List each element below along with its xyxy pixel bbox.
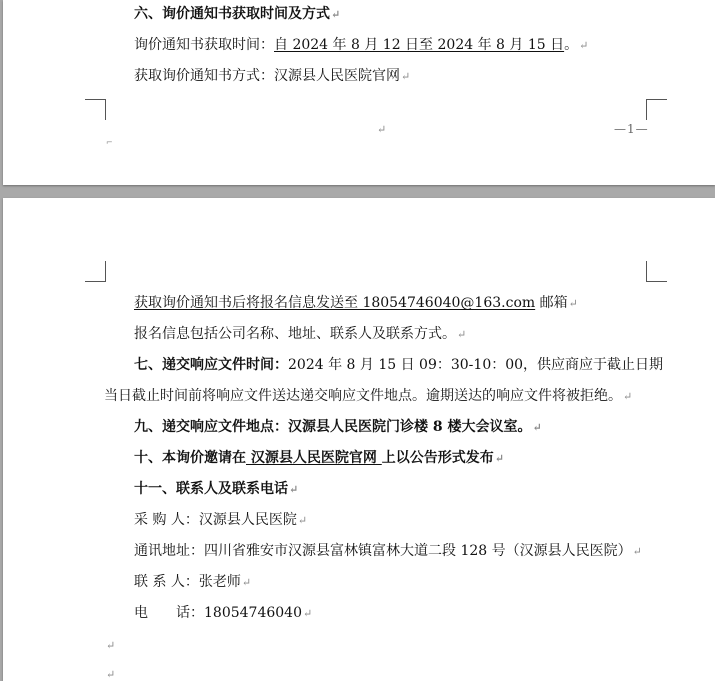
section-7-line: 七、递交响应文件时间：2024 年 8 月 15 日 09：30-10：00，供应商应于截止日期	[134, 357, 664, 373]
crop-mark-top-left	[85, 261, 106, 282]
info-contents-line: 报名信息包括公司名称、地址、联系人及联系方式。↵	[134, 326, 467, 342]
address-line: 通讯地址：四川省雅安市汉源县富林镇富林大道二段 128 号（汉源县人民医院）↵	[134, 543, 642, 559]
crop-mark-top-right	[646, 261, 667, 282]
acquire-method-line: 获取询价通知书方式：汉源县人民医院官网↵	[134, 68, 411, 84]
acquire-time-value: 自 2024 年 8 月 12 日至 2024 年 8 月 15 日	[274, 37, 565, 53]
paragraph-mark: ↵	[377, 123, 387, 136]
section-11-heading: 十一、联系人及联系电话↵	[134, 481, 299, 497]
section-7-continuation: 当日截止时间前将响应文件送达递交响应文件地点。逾期送达的响应文件将被拒绝。↵	[104, 388, 633, 404]
document-page-2	[3, 198, 715, 681]
paragraph-mark-small: ⌐	[106, 138, 113, 147]
section-6-heading: 六、询价通知书获取时间及方式↵	[134, 6, 341, 22]
document-page-1	[3, 0, 715, 185]
paragraph-mark: ↵	[106, 668, 116, 681]
crop-mark-bottom-right	[646, 99, 667, 120]
section-10-line: 十、本询价邀请在 汉源县人民医院官网 上以公告形式发布↵	[134, 450, 504, 466]
hospital-website-text: 汉源县人民医院官网	[246, 450, 382, 466]
section-9-line: 九、递交响应文件地点：汉源县人民医院门诊楼 8 楼大会议室。↵	[134, 419, 542, 435]
paragraph-mark: ↵	[106, 639, 116, 652]
acquire-time-line: 询价通知书获取时间：自 2024 年 8 月 12 日至 2024 年 8 月 15 日。↵	[134, 37, 589, 53]
contact-line: 联 系 人：张老师↵	[134, 574, 252, 590]
phone-line: 电 话：18054746040↵	[134, 605, 313, 621]
send-info-line: 获取询价通知书后将报名信息发送至 18054746040@163.com 邮箱↵	[134, 295, 578, 311]
crop-mark-bottom-left	[85, 99, 106, 120]
purchaser-line: 采 购 人：汉源县人民医院↵	[134, 512, 308, 528]
page-number: —1—	[614, 122, 649, 136]
